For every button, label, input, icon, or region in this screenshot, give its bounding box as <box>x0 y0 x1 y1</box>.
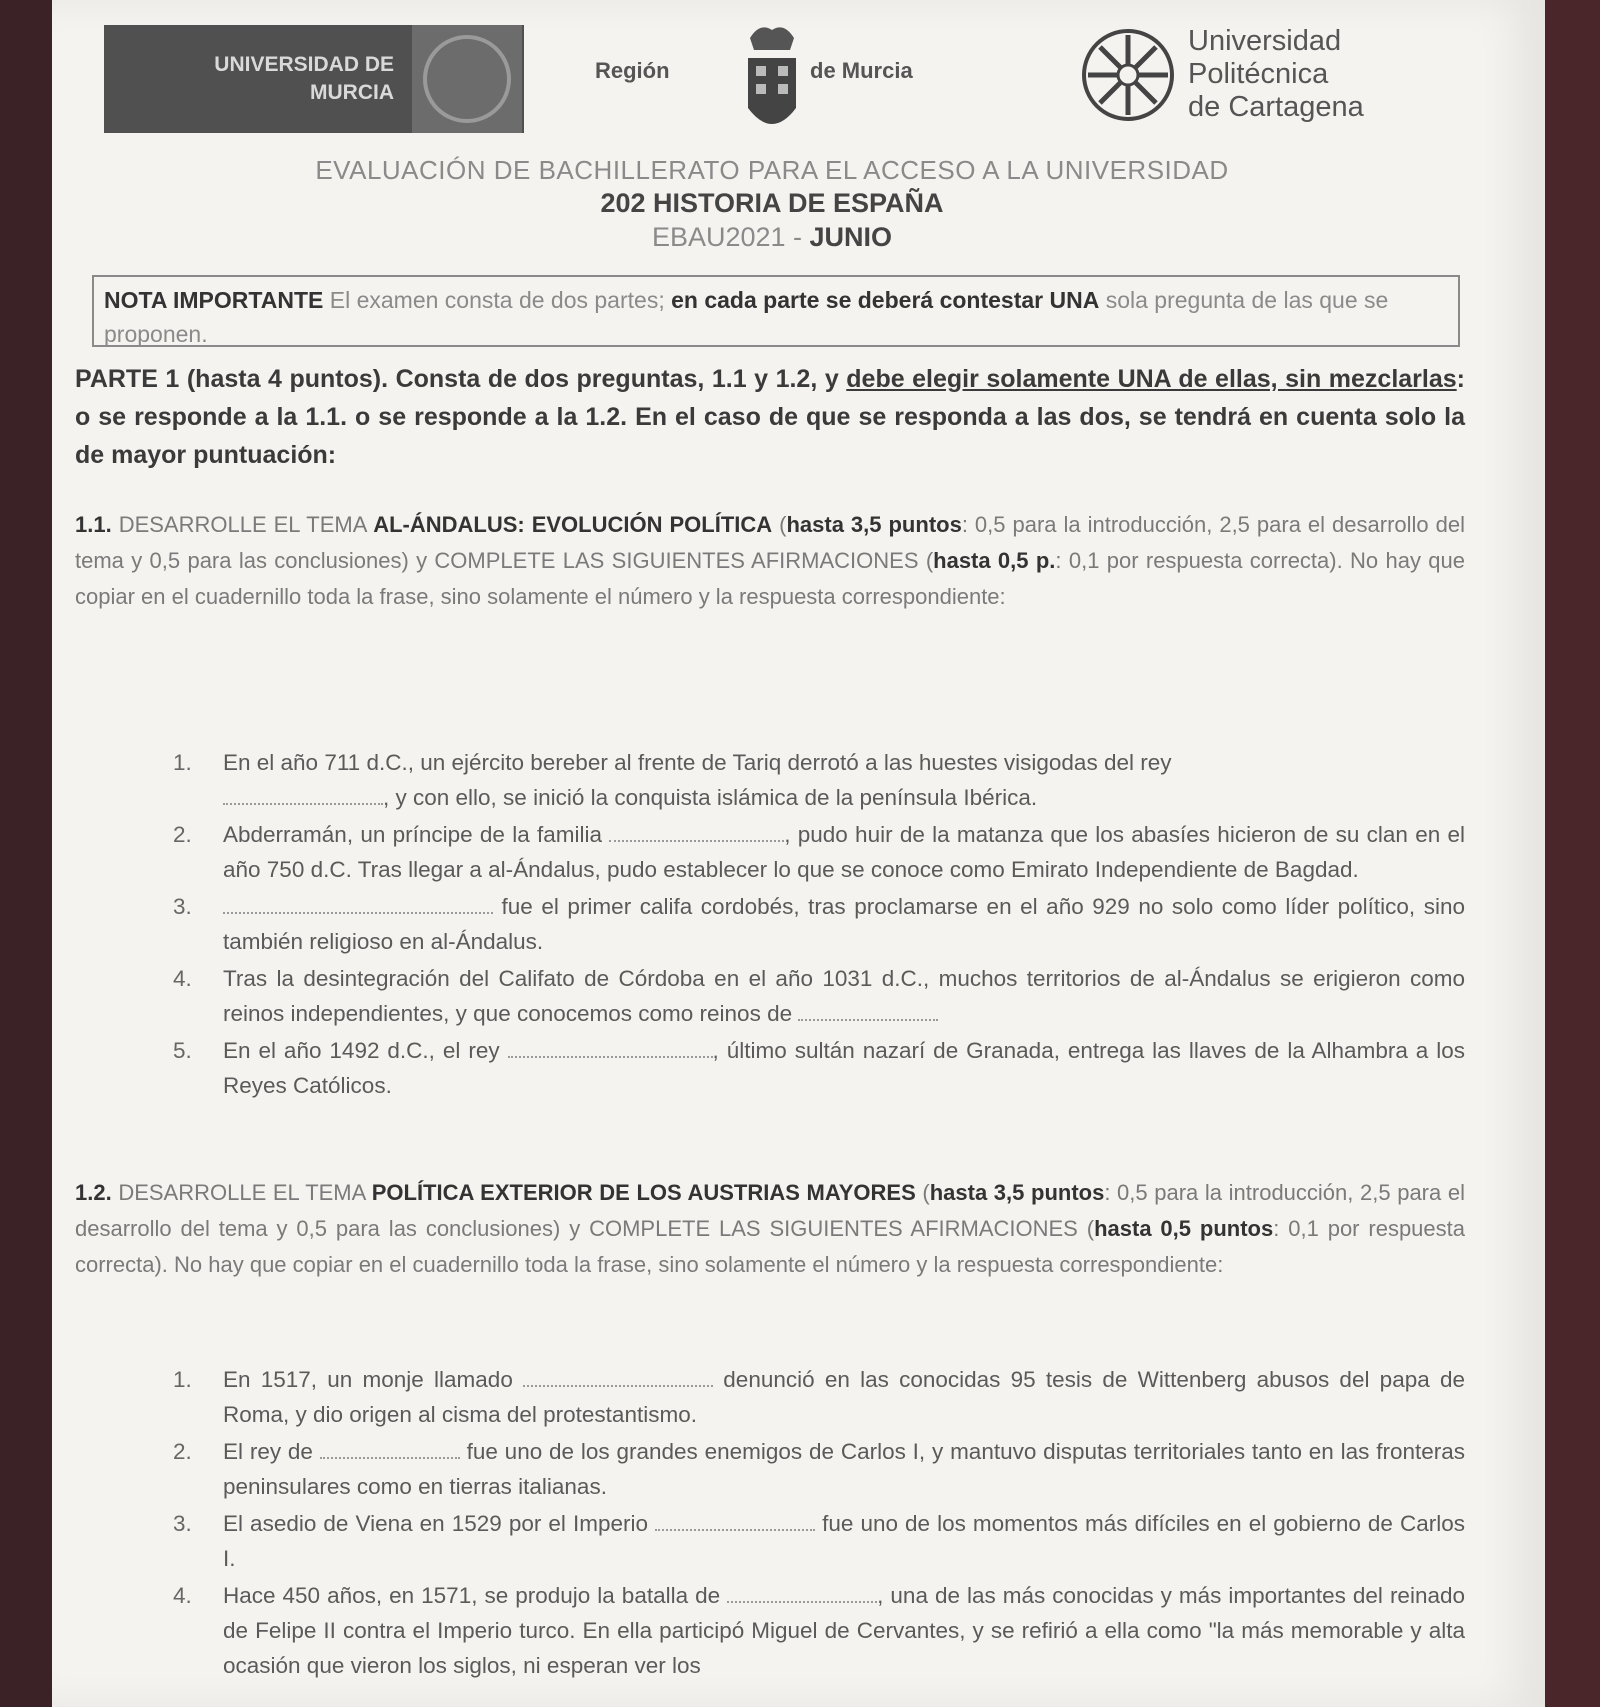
item-text-a: En el año 711 d.C., un ejército bereber al frente de Tariq derrotó a las huestes visigodas del rey <box>223 750 1172 775</box>
parte-1-underlined: debe elegir solamente UNA de ellas, sin mezclarlas <box>846 365 1457 393</box>
item-text-b: denunció en las conocidas 95 tesis de Wittenberg abusos del papa de Roma, y dio origen al cisma del protestantismo. <box>223 1367 1465 1427</box>
item-text-a: Tras la desintegración del Califato de Córdoba en el año 1031 d.C., muchos territorios de al-Ándalus se erigieron como reinos independientes, y que conocemos como reinos de <box>223 966 1465 1026</box>
item-number: 2. <box>173 1439 192 1464</box>
q11-text-1: DESARROLLE EL TEMA <box>111 512 374 537</box>
note-text-2: sola pregunta de las que se proponen. <box>104 287 1389 347</box>
list-item <box>155 745 1465 815</box>
item-number: 4. <box>173 1583 192 1608</box>
parte-1-text-2: : o se responde a la 1.1. o se responde a la 1.2. En el caso de que se responda a las dos, se tendrá en cuenta solo la de mayor puntuación: <box>75 365 1465 469</box>
item-number: 5. <box>173 1038 192 1063</box>
item-text-a: En el año 1492 d.C., el rey <box>223 1038 508 1063</box>
note-bold-text: en cada parte se deberá contestar UNA <box>671 287 1100 313</box>
item-number: 3. <box>173 1511 192 1536</box>
list-item <box>155 889 1465 959</box>
exam-session-code: EBAU2021 - <box>651 222 810 252</box>
note-text-1: El examen consta de dos partes; <box>323 287 672 313</box>
q12-number: 1.2. <box>75 1180 112 1205</box>
q11-number: 1.1. <box>75 512 112 537</box>
q11-text-3: : 0,5 para la introducción, 2,5 para el desarrollo del tema y 0,5 para las conclusiones) y COMPLETE LAS SIGUIENTES AFIRMACIONES ( <box>75 512 1465 573</box>
answer-blank <box>727 1579 877 1603</box>
answer-blank <box>223 781 383 805</box>
item-text-b: , pudo huir de la matanza que los abasíes hicieron de su clan en el año 750 d.C. Tras llegar a al-Ándalus, pudo establecer lo que se conoce como Emirato Independiente de Bagdad. <box>223 822 1465 882</box>
q12-text-1: DESARROLLE EL TEMA <box>111 1180 372 1205</box>
upct-logo <box>1078 25 1438 135</box>
answer-blank <box>320 1435 460 1459</box>
item-text-a: En 1517, un monje llamado <box>223 1367 524 1392</box>
exam-subject: 202 HISTORIA DE ESPAÑA <box>600 188 944 218</box>
q12-points-2: hasta 0,5 puntos <box>1094 1216 1274 1241</box>
exam-session <box>52 222 1492 253</box>
item-text-a: El rey de <box>223 1439 320 1464</box>
exam-session-month: JUNIO <box>809 222 893 252</box>
upct-line-2: Politécnica <box>1188 58 1329 90</box>
list-item <box>155 817 1465 887</box>
q11-text-2: ( <box>772 512 787 537</box>
item-text-a: Abderramán, un príncipe de la familia <box>223 822 610 847</box>
coat-of-arms-icon <box>740 20 804 140</box>
answer-blank <box>609 818 784 842</box>
exam-title: EVALUACIÓN DE BACHILLERATO PARA EL ACCESO A LA UNIVERSIDAD <box>315 155 1229 185</box>
list-item <box>155 961 1465 1031</box>
region-murcia-logo <box>595 20 935 140</box>
item-number: 2. <box>173 822 192 847</box>
q12-text-4: : 0,1 por respuesta correcta). No hay que copiar en el cuadernillo toda la frase, sino solamente el número y la respuesta correspondiente: <box>75 1216 1466 1277</box>
item-text-b: , una de las más conocidas y más importantes del reinado de Felipe II contra el Imperio turco. En ella participó Miguel de Cervantes, y se refirió a ella como "la más memorable y alta ocasión que vieron los siglos, ni esperan ver los <box>223 1583 1465 1678</box>
answer-blank <box>508 1034 713 1058</box>
universidad-murcia-logo <box>104 25 524 133</box>
parte-1-text-1: PARTE 1 (hasta 4 puntos). Consta de dos preguntas, 1.1 y 1.2, y <box>75 365 847 393</box>
upct-star-icon <box>1078 25 1178 125</box>
question-1-1-statement <box>75 507 1465 615</box>
q12-text-2: ( <box>915 1180 930 1205</box>
item-text-b: fue uno de los momentos más difíciles en el gobierno de Carlos I. <box>223 1511 1465 1571</box>
um-logo-line-1: UNIVERSIDAD DE <box>214 53 394 76</box>
item-text-b: fue uno de los grandes enemigos de Carlos I, y mantuvo disputas territoriales tanto en las fronteras peninsulares como en tierras italianas. <box>223 1439 1465 1499</box>
answer-blank <box>798 997 938 1021</box>
list-item <box>155 1033 1465 1103</box>
item-number: 1. <box>173 750 192 775</box>
parte-1-instructions <box>75 360 1465 474</box>
question-1-2-items <box>155 1362 1465 1685</box>
item-number: 1. <box>173 1367 192 1392</box>
um-logo-line-2: MURCIA <box>310 81 394 104</box>
q11-points: hasta 3,5 puntos <box>786 512 962 537</box>
q12-points: hasta 3,5 puntos <box>929 1180 1105 1205</box>
upct-line-1: Universidad <box>1188 25 1342 57</box>
background-edge <box>1545 0 1600 1707</box>
upct-line-3: de Cartagena <box>1188 91 1364 123</box>
um-seal-icon <box>412 25 522 133</box>
note-label: NOTA IMPORTANTE <box>104 287 324 313</box>
question-1-2-statement <box>75 1175 1465 1283</box>
important-note-box <box>92 275 1460 347</box>
q12-topic: POLÍTICA EXTERIOR DE LOS AUSTRIAS MAYORES <box>371 1180 916 1205</box>
list-item <box>155 1434 1465 1504</box>
item-text-b: , y con ello, se inició la conquista islámica de la península Ibérica. <box>383 785 1038 810</box>
item-number: 3. <box>173 894 192 919</box>
q11-text-4: : 0,1 por respuesta correcta). No hay que copiar en el cuadernillo toda la frase, sino solamente el número y la respuesta correspondiente: <box>75 548 1465 609</box>
item-text-b: fue el primer califa cordobés, tras proclamarse en el año 929 no solo como líder político, sino también religioso en al-Ándalus. <box>223 894 1465 954</box>
item-text-a: Hace 450 años, en 1571, se produjo la batalla de <box>223 1583 728 1608</box>
item-text-a: El asedio de Viena en 1529 por el Imperio <box>223 1511 656 1536</box>
list-item <box>155 1506 1465 1576</box>
q11-topic: AL-ÁNDALUS: EVOLUCIÓN POLÍTICA <box>373 512 773 537</box>
item-number: 4. <box>173 966 192 991</box>
rm-logo-right-text: de Murcia <box>810 58 913 83</box>
rm-logo-left-text: Región <box>595 58 670 83</box>
answer-blank <box>223 890 493 914</box>
list-item <box>155 1578 1465 1683</box>
list-item <box>155 1362 1465 1432</box>
um-logo-text <box>104 51 412 107</box>
answer-blank <box>523 1363 713 1387</box>
question-1-1-items <box>155 745 1465 1105</box>
q12-text-3: : 0,5 para la introducción, 2,5 para el desarrollo del tema y 0,5 para las conclusiones) y COMPLETE LAS SIGUIENTES AFIRMACIONES ( <box>75 1180 1465 1241</box>
item-text-b: , último sultán nazarí de Granada, entrega las llaves de la Alhambra a los Reyes Católicos. <box>223 1038 1466 1098</box>
q11-points-2: hasta 0,5 p. <box>933 548 1056 573</box>
answer-blank <box>655 1507 815 1531</box>
upct-logo-text <box>1188 25 1364 124</box>
